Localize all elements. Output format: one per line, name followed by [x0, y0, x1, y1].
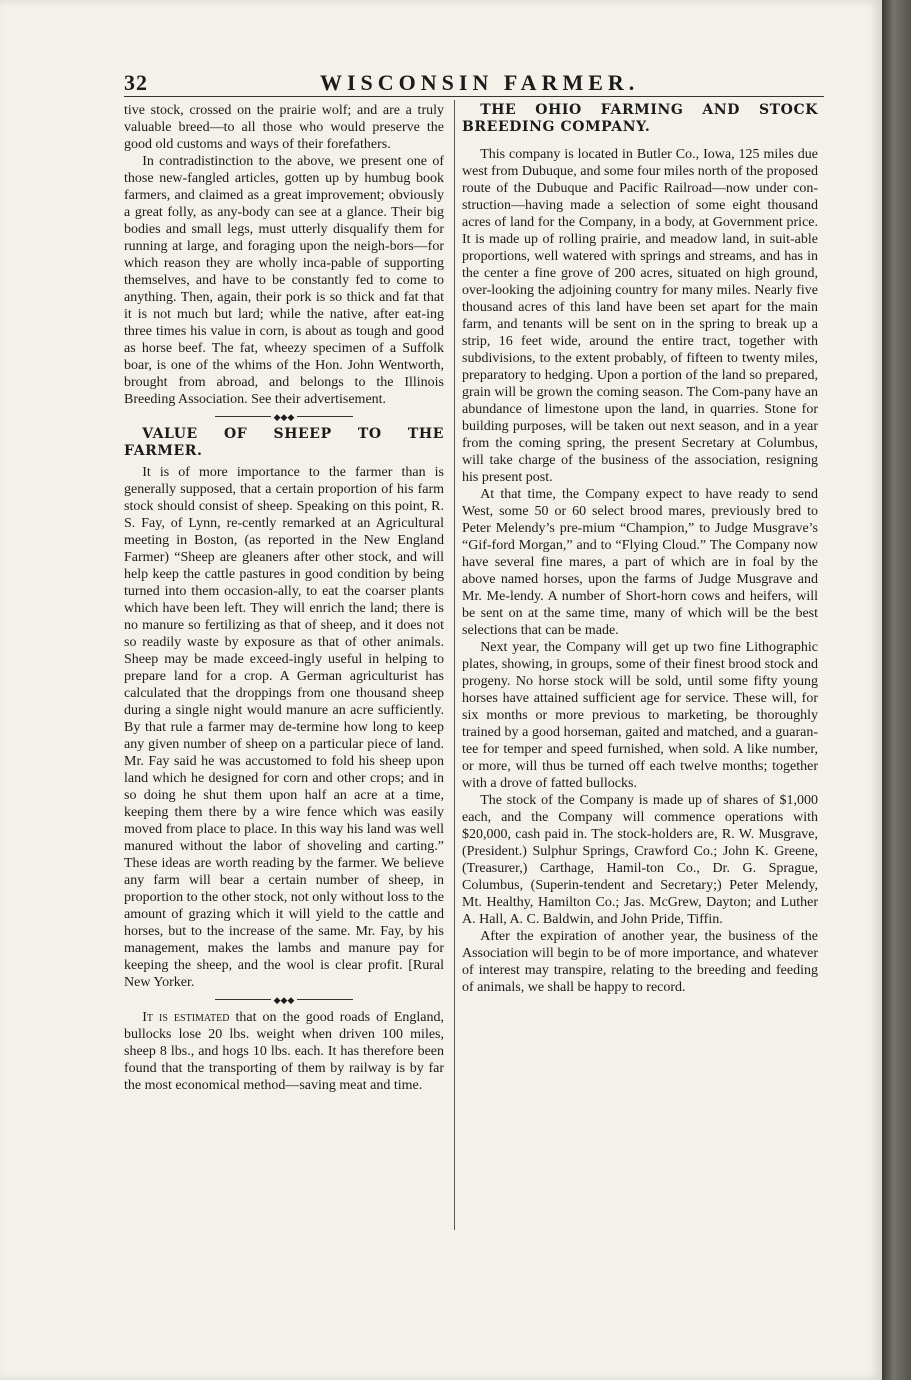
transport-lead-in: It is estimated: [142, 1009, 230, 1025]
column-divider: [454, 100, 455, 1230]
header-rule: [124, 96, 824, 97]
right-column: [462, 102, 818, 996]
scan-edge: [882, 0, 911, 1380]
ohio-company-heading: THE OHIO FARMING AND STOCK BREEDING COMPANY.: [462, 102, 818, 135]
closing-paragraph: After the expiration of another year, the business of the Association will begin to be of more importance, and whatever of interest may transpire, relating to the breeding and feeding of animals, we shall be happy to record.: [462, 929, 818, 995]
running-head: [124, 70, 824, 96]
stockholders-paragraph: The stock of the Company is made up of shares of $1,000 each, and the Company will commence operations with $20,000, cash paid in. The stock-holders are, R. W. Musgrave, (President.) Sulphur Springs, Crawford Co.; John K. Greene, (Treasurer,) Carthage, Hamil-ton Co., Dr. G. Sprague, Columbus, (Superin-tendent and Secretary;) Peter Melendy, Mt. Healthy, Hamilton Co.; Jas. McGrew, Dayton; and Luther A. Hall, A. C. Baldwin, and John Pride, Tiffin.: [462, 793, 818, 927]
section-ornament: [124, 411, 444, 422]
brood-mares-paragraph: At that time, the Company expect to have ready to send West, some 50 or 60 select brood mares, previously bred to Peter Melendy’s pre-mium “Champion,” to Judge Musgrave’s “Gif-ford Morgan,” and to “Flying Cloud.” The Company now have several fine mares, a part of which are in foal by the above named horses, upon the farms of Judge Musgrave and Mr. Me-lendy. A number of Short-horn cows and heifers, will be sent on at the same time, many of which will be the best selections that can be made.: [462, 487, 818, 638]
transport-text: that on the good roads of England, bullocks lose 20 lbs. weight when driven 100 miles, sheep 8 lbs., and hogs 10 lbs. each. It has therefore been found that the transporting of them by railway is by far the most economical method—saving meat and time.: [124, 1009, 444, 1093]
sheep-article-paragraph: It is of more importance to the farmer than is generally supposed, that a certain proportion of his farm stock should consist of sheep. Speaking on this point, R. S. Fay, of Lynn, re-cently remarked at an Agricultural meeting in Boston, (as reported in the New England Farmer) “Sheep are gleaners after other stock, and will help keep the cattle pastures in good condition by being turned into them occasion-ally, to eat the coarser plants which have been left. They will enrich the land; there is no manure so fertilizing as that of sheep, and it does not so readily waste by exposure as that of other animals. Sheep may be made exceed-ingly useful in helping to prepare land for a crop. A German agriculturist has calculated that the droppings from one thousand sheep during a single night would manure an acre sufficiently. By that rule a farmer may de-termine how long to keep any given number of sheep on a particular piece of land. Mr. Fay said he was accustomed to fold his sheep upon land which he designed for corn and other crops; and in so doing he shut them upon half an acre at a time, keeping them there by a wire fence which was easily moved from place to place. In this way his land was well manured without the labor of shoveling and carting.” These ideas are worth reading by the farmer. We believe any farm will bear a certain number of sheep, in proportion to the other stock, not only without loss to the amount of grazing which it will yield to the cattle and horses, but to the increase of the same. Mr. Fay, by his management, makes the lambs and manure pay for keeping the sheep, and the wool is clear profit. [Rural New Yorker.: [124, 464, 444, 990]
suffolk-boar-paragraph: In contradistinction to the above, we present one of those new-fangled articles, gotten up by humbug book farmers, and claimed as a great improvement; obviously a great folly, as any-body can see at a glance. Their big bodies and small legs, must utterly disqualify them for running at large, and foraging upon the neigh-bors—for which reason they are wholly inca-pable of supporting themselves, and have to be constantly fed to come to anything. Then, again, their pork is so thick and fat that it is not much but lard; while the native, after eat-ing three times his value in corn, is about as tough and good as horse beef. The fat, wheezy specimen of a Suffolk boar, is one of the whims of the Hon. John Wentworth, brought from abroad, and belongs to the Illinois Breeding Association. See their advertisement.: [124, 154, 444, 407]
transport-paragraph: [124, 1009, 444, 1094]
lithograph-paragraph: Next year, the Company will get up two fine Lithographic plates, showing, in groups, some of their finest brood stock and progeny. No horse stock will be sold, until some fifty young horses have attained sufficient age for service. These will, for six months or more previous to marketing, be thoroughly trained by a good horseman, gaited and matched, and a guaran-tee for temper and speed furnished, when sold. A like number, or more, will thus be turned off each twelve months; together with a drove of fatted bullocks.: [462, 640, 818, 791]
ornament-glyph: ◆◆◆: [273, 411, 295, 422]
sheep-article-heading: VALUE OF SHEEP TO THE FARMER.: [124, 425, 444, 459]
journal-title: WISCONSIN FARMER.: [320, 70, 640, 95]
section-ornament: [124, 994, 444, 1005]
left-column: [124, 102, 444, 1094]
ornament-glyph: ◆◆◆: [273, 994, 295, 1005]
company-location-paragraph: This company is located in Butler Co., Iowa, 125 miles due west from Dubuque, and some four miles north of the proposed route of the Dubuque and Pacific Railroad—now under con-struction—having made a selection of some eight thousand acres of land for the Company, in a body, at Government price. It is made up of rolling prairie, and meadow land, in suit-able proportions, well watered with springs and streams, and has in the center a fine grove of 200 acres, situated on high ground, over-looking the adjoining country for many miles. Nearly five thousand acres of this land have been set apart for the main farm, and tenants will be sent on in the spring to break up a strip, 16 feet wide, around the entire tract, together with subdivisions, to the extent probably, of fifteen to twenty miles, preparatory to hedging. Upon a portion of the land so prepared, grain will be grown the coming season. The Com-pany have an abundance of limestone upon the land, in quarries. Stone for building purposes, will be taken out next season, and in a year from the coming spring, the present Secretary at Columbus, will take charge of the business of the association, resigning his present post.: [462, 147, 818, 485]
page-number: 32: [124, 70, 148, 95]
article-continuation-paragraph: tive stock, crossed on the prairie wolf; and are a truly valuable breed—to all those who would preserve the good old customs and ways of their forefathers.: [124, 103, 444, 152]
